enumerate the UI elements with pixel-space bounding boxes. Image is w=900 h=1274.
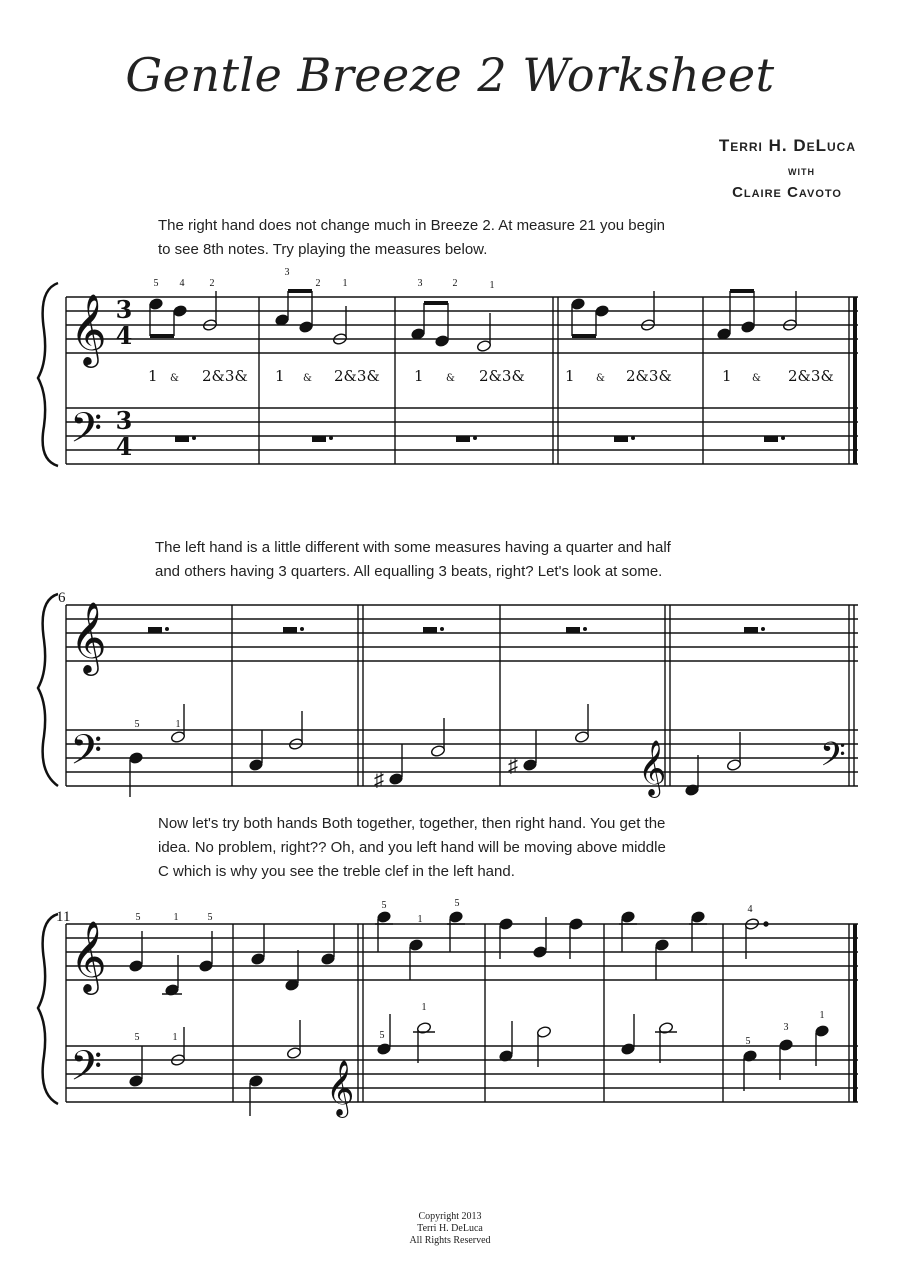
fingering-number: 3 <box>783 1022 789 1033</box>
paragraph-line: Now let's try both hands Both together, together, then right hand. You get the <box>158 815 666 832</box>
fingering-number: 1 <box>417 914 423 925</box>
dotted-half-rest <box>423 627 437 633</box>
treble-clef-icon: 𝄞 <box>70 919 107 992</box>
count-label: 2&3& <box>479 367 525 385</box>
fingering-number: 5 <box>134 1032 140 1043</box>
rights-line: All Rights Reserved <box>409 1235 491 1246</box>
worksheet-title: Gentle Breeze 2 Worksheet <box>125 48 775 102</box>
count-label: 2&3& <box>626 367 672 385</box>
system-3 <box>38 914 858 1104</box>
count-label: 1 <box>275 367 285 385</box>
treble-clef-icon: 𝄞 <box>326 1060 355 1116</box>
fingering-number: 5 <box>134 719 140 730</box>
fingering-number: 3 <box>417 278 423 289</box>
fingering-number: 1 <box>421 1002 427 1013</box>
fingering-number: 2 <box>315 278 321 289</box>
measure-number: 6 <box>58 590 66 606</box>
fingering-number: 1 <box>819 1010 825 1021</box>
fingering-number: 5 <box>454 898 460 909</box>
paragraph-line: and others having 3 quarters. All equalling 3 beats, right? Let's look at some. <box>155 563 663 580</box>
count-label: 1 <box>565 367 575 385</box>
fingering-number: 5 <box>153 278 159 289</box>
treble-clef-icon: 𝄞 <box>638 740 667 796</box>
dotted-half-rest <box>148 627 162 633</box>
time-signature-bottom: 4 <box>115 432 133 461</box>
with-credit: with <box>788 163 815 178</box>
paragraph-line: to see 8th notes. Try playing the measures below. <box>158 241 488 258</box>
bass-clef-icon: 𝄢 <box>70 404 103 462</box>
dotted-half-rest <box>764 436 778 442</box>
measure-number: 11 <box>56 909 71 925</box>
dotted-half-rest <box>312 436 326 442</box>
paragraph-line: The right hand does not change much in Breeze 2. At measure 21 you begin <box>158 217 665 234</box>
treble-clef-icon: 𝄞 <box>70 292 107 365</box>
fingering-number: 3 <box>284 267 290 278</box>
paragraph-line: The left hand is a little different with some measures having a quarter and half <box>155 539 671 556</box>
copyright-footer <box>0 1211 900 1247</box>
bass-clef-icon: 𝄢 <box>820 736 846 782</box>
time-signature-top: 3 <box>115 406 133 435</box>
fingering-number: 5 <box>135 912 141 923</box>
fingering-number: 2 <box>452 278 458 289</box>
fingering-number: 1 <box>175 719 181 730</box>
fingering-number: 5 <box>379 1030 385 1041</box>
fingering-number: 1 <box>489 280 495 291</box>
time-signature-top: 3 <box>115 295 133 324</box>
sharp-icon: ♯ <box>508 755 518 777</box>
bass-clef-icon: 𝄢 <box>70 726 103 784</box>
dotted-half-rest <box>614 436 628 442</box>
count-label: 2&3& <box>334 367 380 385</box>
treble-clef-icon: 𝄞 <box>70 600 107 673</box>
counting-row <box>148 367 834 385</box>
copyright-line: Copyright 2013 <box>418 1211 482 1222</box>
copyright-author: Terri H. DeLuca <box>417 1223 483 1234</box>
fingering-number: 5 <box>207 912 213 923</box>
count-label: 1 <box>148 367 158 385</box>
count-label: 2&3& <box>788 367 834 385</box>
fingering-number: 4 <box>747 904 753 915</box>
dotted-half-rest <box>566 627 580 633</box>
paragraph-line: idea. No problem, right?? Oh, and you left hand will be moving above middle <box>158 839 666 856</box>
dotted-half-rest <box>456 436 470 442</box>
system-3-bass-notes <box>129 1014 829 1116</box>
fingering-number: 1 <box>172 1032 178 1043</box>
count-label: & <box>170 373 179 384</box>
system-1-treble-notes <box>149 291 798 352</box>
count-label: 1 <box>722 367 732 385</box>
fingering-number: 1 <box>173 912 179 923</box>
fingering-number: 5 <box>381 900 387 911</box>
count-label: 2&3& <box>202 367 248 385</box>
fingering-number: 4 <box>179 278 185 289</box>
dotted-half-rest <box>283 627 297 633</box>
coauthor-credit: Claire Cavoto <box>732 184 842 201</box>
fingering-number: 2 <box>209 278 215 289</box>
author-credit: Terri H. DeLuca <box>718 136 856 155</box>
fingering-number: 5 <box>745 1036 751 1047</box>
time-signature-bottom: 4 <box>115 321 133 350</box>
paragraph-line: C which is why you see the treble clef in the left hand. <box>158 863 515 880</box>
sharp-icon: ♯ <box>374 769 384 791</box>
bass-clef-icon: 𝄢 <box>70 1042 103 1100</box>
dotted-half-rest <box>744 627 758 633</box>
count-label: 1 <box>414 367 424 385</box>
fingering-number: 1 <box>342 278 348 289</box>
count-label: & <box>752 373 761 384</box>
dotted-half-rest <box>175 436 189 442</box>
system-2 <box>38 594 858 786</box>
count-label: & <box>446 373 455 384</box>
count-label: & <box>303 373 312 384</box>
count-label: & <box>596 373 605 384</box>
